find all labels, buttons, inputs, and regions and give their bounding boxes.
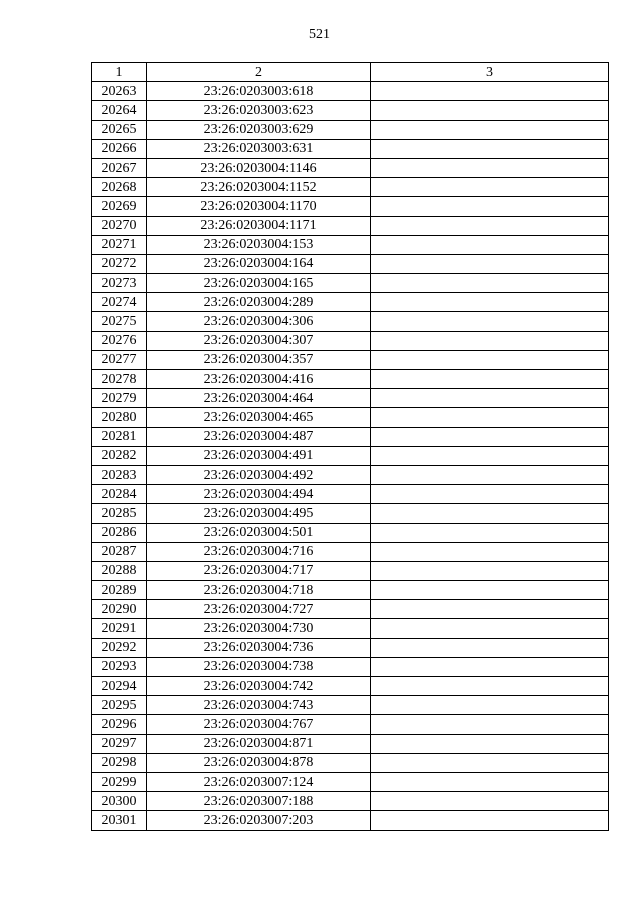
table-row — [92, 197, 609, 216]
row-number-cell: 20293 — [92, 657, 147, 676]
notes-cell — [371, 811, 609, 830]
table-row — [92, 331, 609, 350]
notes-cell — [371, 370, 609, 389]
cadastral-number-cell: 23:26:0203004:742 — [147, 677, 371, 696]
row-number-cell: 20292 — [92, 638, 147, 657]
cadastral-number-cell: 23:26:0203004:164 — [147, 254, 371, 273]
row-number-cell: 20299 — [92, 772, 147, 791]
cadastral-number-cell: 23:26:0203004:878 — [147, 753, 371, 772]
table-row — [92, 792, 609, 811]
table-row — [92, 715, 609, 734]
table-row — [92, 446, 609, 465]
cadastral-number-cell: 23:26:0203004:743 — [147, 696, 371, 715]
cadastral-number-cell: 23:26:0203003:629 — [147, 120, 371, 139]
cadastral-number-cell: 23:26:0203004:767 — [147, 715, 371, 734]
notes-cell — [371, 772, 609, 791]
cadastral-number-cell: 23:26:0203004:1171 — [147, 216, 371, 235]
row-number-cell: 20278 — [92, 370, 147, 389]
notes-cell — [371, 734, 609, 753]
row-number-cell: 20301 — [92, 811, 147, 830]
cadastral-number-cell: 23:26:0203004:736 — [147, 638, 371, 657]
row-number-cell: 20268 — [92, 178, 147, 197]
table-row — [92, 542, 609, 561]
row-number-cell: 20286 — [92, 523, 147, 542]
table-row — [92, 600, 609, 619]
row-number-cell: 20288 — [92, 561, 147, 580]
cadastral-number-cell: 23:26:0203007:203 — [147, 811, 371, 830]
table-row — [92, 696, 609, 715]
table-row — [92, 465, 609, 484]
row-number-cell: 20265 — [92, 120, 147, 139]
table-row — [92, 178, 609, 197]
row-number-cell: 20267 — [92, 158, 147, 177]
notes-cell — [371, 638, 609, 657]
notes-cell — [371, 331, 609, 350]
row-number-cell: 20273 — [92, 274, 147, 293]
registry-table — [91, 62, 609, 831]
table-row — [92, 485, 609, 504]
cadastral-number-cell: 23:26:0203007:124 — [147, 772, 371, 791]
cadastral-number-cell: 23:26:0203004:464 — [147, 389, 371, 408]
table-row — [92, 677, 609, 696]
column-header-1: 1 — [92, 63, 147, 82]
row-number-cell: 20297 — [92, 734, 147, 753]
notes-cell — [371, 427, 609, 446]
cadastral-number-cell: 23:26:0203004:501 — [147, 523, 371, 542]
notes-cell — [371, 561, 609, 580]
table-row — [92, 581, 609, 600]
table-row — [92, 523, 609, 542]
table-row — [92, 638, 609, 657]
row-number-cell: 20263 — [92, 82, 147, 101]
cadastral-number-cell: 23:26:0203003:631 — [147, 139, 371, 158]
table-row — [92, 120, 609, 139]
row-number-cell: 20283 — [92, 465, 147, 484]
notes-cell — [371, 792, 609, 811]
cadastral-number-cell: 23:26:0203004:416 — [147, 370, 371, 389]
row-number-cell: 20296 — [92, 715, 147, 734]
table-row — [92, 657, 609, 676]
notes-cell — [371, 446, 609, 465]
notes-cell — [371, 715, 609, 734]
notes-cell — [371, 350, 609, 369]
row-number-cell: 20275 — [92, 312, 147, 331]
column-header-3: 3 — [371, 63, 609, 82]
table-row — [92, 216, 609, 235]
notes-cell — [371, 465, 609, 484]
row-number-cell: 20279 — [92, 389, 147, 408]
cadastral-number-cell: 23:26:0203004:487 — [147, 427, 371, 446]
row-number-cell: 20291 — [92, 619, 147, 638]
cadastral-number-cell: 23:26:0203004:357 — [147, 350, 371, 369]
notes-cell — [371, 677, 609, 696]
notes-cell — [371, 753, 609, 772]
notes-cell — [371, 581, 609, 600]
cadastral-number-cell: 23:26:0203007:188 — [147, 792, 371, 811]
notes-cell — [371, 178, 609, 197]
notes-cell — [371, 254, 609, 273]
cadastral-number-cell: 23:26:0203004:492 — [147, 465, 371, 484]
cadastral-number-cell: 23:26:0203004:289 — [147, 293, 371, 312]
row-number-cell: 20272 — [92, 254, 147, 273]
table-header — [92, 63, 609, 82]
cadastral-number-cell: 23:26:0203004:1152 — [147, 178, 371, 197]
row-number-cell: 20298 — [92, 753, 147, 772]
notes-cell — [371, 389, 609, 408]
table-row — [92, 274, 609, 293]
table-row — [92, 82, 609, 101]
cadastral-number-cell: 23:26:0203004:491 — [147, 446, 371, 465]
table-row — [92, 389, 609, 408]
page-number: 521 — [309, 27, 330, 42]
table-row — [92, 101, 609, 120]
table-row — [92, 561, 609, 580]
table-row — [92, 350, 609, 369]
row-number-cell: 20264 — [92, 101, 147, 120]
notes-cell — [371, 82, 609, 101]
table-row — [92, 753, 609, 772]
row-number-cell: 20281 — [92, 427, 147, 446]
row-number-cell: 20287 — [92, 542, 147, 561]
header-row — [92, 63, 609, 82]
cadastral-number-cell: 23:26:0203004:153 — [147, 235, 371, 254]
row-number-cell: 20266 — [92, 139, 147, 158]
notes-cell — [371, 408, 609, 427]
notes-cell — [371, 274, 609, 293]
table-row — [92, 370, 609, 389]
notes-cell — [371, 197, 609, 216]
row-number-cell: 20289 — [92, 581, 147, 600]
row-number-cell: 20294 — [92, 677, 147, 696]
row-number-cell: 20277 — [92, 350, 147, 369]
notes-cell — [371, 158, 609, 177]
table-row — [92, 408, 609, 427]
table-row — [92, 619, 609, 638]
cadastral-number-cell: 23:26:0203004:1170 — [147, 197, 371, 216]
notes-cell — [371, 235, 609, 254]
cadastral-number-cell: 23:26:0203004:730 — [147, 619, 371, 638]
row-number-cell: 20285 — [92, 504, 147, 523]
notes-cell — [371, 485, 609, 504]
cadastral-number-cell: 23:26:0203004:1146 — [147, 158, 371, 177]
cadastral-number-cell: 23:26:0203004:718 — [147, 581, 371, 600]
table-row — [92, 293, 609, 312]
table-row — [92, 427, 609, 446]
row-number-cell: 20280 — [92, 408, 147, 427]
notes-cell — [371, 312, 609, 331]
notes-cell — [371, 542, 609, 561]
notes-cell — [371, 120, 609, 139]
table-row — [92, 734, 609, 753]
table-row — [92, 158, 609, 177]
table-row — [92, 139, 609, 158]
cadastral-number-cell: 23:26:0203004:716 — [147, 542, 371, 561]
cadastral-number-cell: 23:26:0203004:165 — [147, 274, 371, 293]
notes-cell — [371, 293, 609, 312]
notes-cell — [371, 600, 609, 619]
notes-cell — [371, 619, 609, 638]
table-row — [92, 254, 609, 273]
table-row — [92, 811, 609, 830]
row-number-cell: 20276 — [92, 331, 147, 350]
cadastral-number-cell: 23:26:0203004:465 — [147, 408, 371, 427]
cadastral-number-cell: 23:26:0203003:618 — [147, 82, 371, 101]
cadastral-number-cell: 23:26:0203004:495 — [147, 504, 371, 523]
row-number-cell: 20270 — [92, 216, 147, 235]
row-number-cell: 20295 — [92, 696, 147, 715]
table-body — [92, 82, 609, 830]
row-number-cell: 20269 — [92, 197, 147, 216]
notes-cell — [371, 523, 609, 542]
row-number-cell: 20274 — [92, 293, 147, 312]
notes-cell — [371, 696, 609, 715]
row-number-cell: 20300 — [92, 792, 147, 811]
row-number-cell: 20282 — [92, 446, 147, 465]
cadastral-number-cell: 23:26:0203004:306 — [147, 312, 371, 331]
notes-cell — [371, 504, 609, 523]
cadastral-number-cell: 23:26:0203004:494 — [147, 485, 371, 504]
cadastral-number-cell: 23:26:0203003:623 — [147, 101, 371, 120]
cadastral-number-cell: 23:26:0203004:307 — [147, 331, 371, 350]
row-number-cell: 20284 — [92, 485, 147, 504]
table-row — [92, 312, 609, 331]
table-row — [92, 235, 609, 254]
cadastral-number-cell: 23:26:0203004:727 — [147, 600, 371, 619]
cadastral-number-cell: 23:26:0203004:717 — [147, 561, 371, 580]
row-number-cell: 20271 — [92, 235, 147, 254]
notes-cell — [371, 216, 609, 235]
notes-cell — [371, 657, 609, 676]
cadastral-number-cell: 23:26:0203004:738 — [147, 657, 371, 676]
notes-cell — [371, 101, 609, 120]
table-row — [92, 504, 609, 523]
notes-cell — [371, 139, 609, 158]
row-number-cell: 20290 — [92, 600, 147, 619]
column-header-2: 2 — [147, 63, 371, 82]
table-row — [92, 772, 609, 791]
cadastral-number-cell: 23:26:0203004:871 — [147, 734, 371, 753]
